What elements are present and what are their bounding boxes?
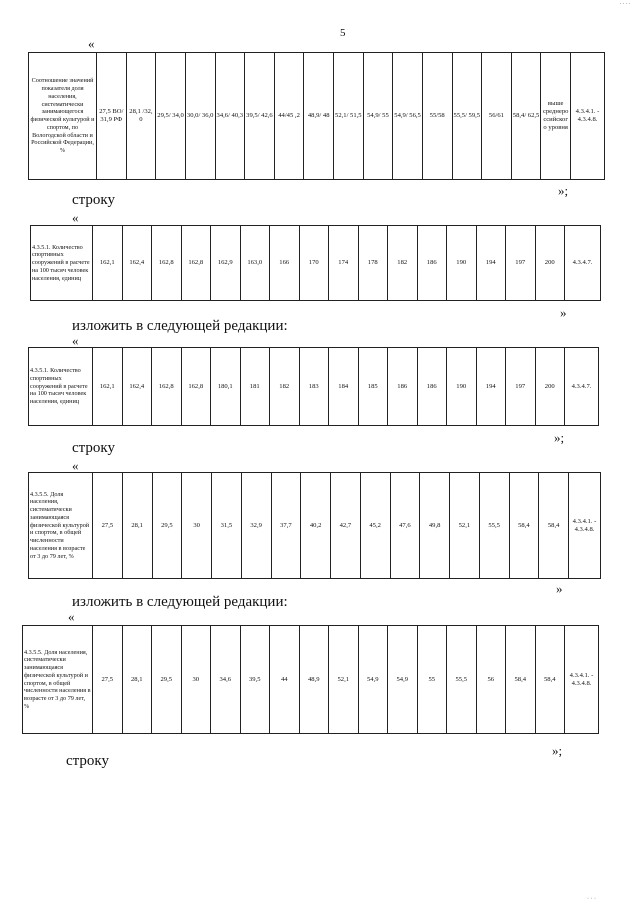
value-cell: 52,1 — [329, 626, 359, 734]
value-cell: 190 — [447, 226, 477, 301]
value-cell: 29,5/ 34,0 — [156, 53, 186, 180]
value-cell: 183 — [299, 348, 329, 426]
value-cell: 34,6/ 40,3 — [215, 53, 245, 180]
value-cell: 27,5 — [93, 473, 123, 579]
value-cell: 48,9 — [299, 626, 329, 734]
value-cell: 52,1/ 51,5 — [334, 53, 364, 180]
edit-phrase-1: изложить в следующей редакции: — [72, 318, 288, 334]
value-cell: 29,5 — [152, 626, 182, 734]
corner-mark: . . . . — [619, 0, 630, 6]
value-cell: 56 — [476, 626, 506, 734]
value-cell: 197 — [506, 348, 536, 426]
footer-mark: · · · — [587, 896, 596, 902]
value-cell: 58,4 — [535, 626, 565, 734]
value-cell: 162,8 — [152, 348, 182, 426]
value-cell: 55,5 — [479, 473, 509, 579]
table-5 — [22, 625, 599, 734]
value-cell: 162,9 — [211, 226, 241, 301]
row-word-1: строку — [72, 192, 115, 208]
value-cell: 48,9/ 48 — [304, 53, 334, 180]
value-cell: 200 — [535, 348, 565, 426]
table-1 — [28, 52, 605, 180]
value-cell: 27,5 — [93, 626, 123, 734]
value-cell: 162,1 — [93, 226, 123, 301]
value-cell: 49,8 — [420, 473, 450, 579]
open-quote-4: « — [72, 458, 79, 473]
value-cell: выше среднероссийского уровня — [541, 53, 571, 180]
value-cell: 55/58 — [422, 53, 452, 180]
indicator-label: 4.3.5.5. Доля населения, систематически занимающаяся физической культурой и спортом, в общей численности населения в возрасте от 3 до 79 лет, % — [29, 473, 93, 579]
value-cell: 55,5 — [447, 626, 477, 734]
table-row — [29, 473, 601, 579]
value-cell: 181 — [240, 348, 270, 426]
reference-cell: 4.3.4.1. - 4.3.4.8. — [571, 53, 605, 180]
close-quote-2: » — [560, 305, 567, 320]
indicator-label: Соотношение значений показателя доля населения, систематически занимающегося физической культурой и спортом, по Вологодской области и Российской Федерации, % — [29, 53, 97, 180]
close-quote-5: »; — [552, 743, 563, 758]
value-cell: 30,0/ 36,0 — [185, 53, 215, 180]
row-word-3: строку — [66, 753, 109, 769]
value-cell: 186 — [417, 226, 447, 301]
table-row — [29, 53, 605, 180]
close-quote-3: »; — [554, 430, 565, 445]
table-row — [23, 626, 599, 734]
value-cell: 45,2 — [360, 473, 390, 579]
value-cell: 52,1 — [450, 473, 480, 579]
value-cell: 42,7 — [331, 473, 361, 579]
value-cell: 58,4/ 62,5 — [511, 53, 541, 180]
value-cell: 200 — [535, 226, 565, 301]
value-cell: 28,1 — [122, 626, 152, 734]
value-cell: 54,9 — [358, 626, 388, 734]
value-cell: 54,9/ 55 — [363, 53, 393, 180]
close-quote-4: » — [556, 581, 563, 596]
open-quote-2: « — [72, 210, 79, 225]
close-quote-1: »; — [558, 183, 569, 198]
value-cell: 174 — [329, 226, 359, 301]
value-cell: 37,7 — [271, 473, 301, 579]
value-cell: 30 — [181, 626, 211, 734]
value-cell: 170 — [299, 226, 329, 301]
value-cell: 47,6 — [390, 473, 420, 579]
reference-cell: 4.3.4.1. - 4.3.4.8. — [569, 473, 601, 579]
reference-cell: 4.3.4.7. — [565, 348, 599, 426]
value-cell: 54,9/ 56,5 — [393, 53, 423, 180]
value-cell: 162,8 — [181, 226, 211, 301]
page-number: 5 — [340, 27, 346, 39]
value-cell: 39,5 — [240, 626, 270, 734]
value-cell: 58,4 — [506, 626, 536, 734]
open-quote-5: « — [68, 609, 75, 624]
value-cell: 185 — [358, 348, 388, 426]
table-4 — [28, 472, 601, 579]
indicator-label: 4.3.5.5. Доля населения, систематически занимающаяся физической культурой и спортом, в общей численности населения в возрасте от 3 до 79 лет, % — [23, 626, 93, 734]
value-cell: 56/61 — [482, 53, 512, 180]
value-cell: 186 — [388, 348, 418, 426]
reference-cell: 4.3.4.1. - 4.3.4.8. — [565, 626, 599, 734]
value-cell: 55,5/ 59,5 — [452, 53, 482, 180]
value-cell: 162,8 — [181, 348, 211, 426]
value-cell: 166 — [270, 226, 300, 301]
table-2 — [30, 225, 601, 301]
value-cell: 197 — [506, 226, 536, 301]
value-cell: 162,4 — [122, 348, 152, 426]
value-cell: 34,6 — [211, 626, 241, 734]
value-cell: 27,5 ВО/ 31,9 РФ — [97, 53, 127, 180]
value-cell: 58,4 — [509, 473, 539, 579]
value-cell: 28,1 /32, 0 — [126, 53, 156, 180]
value-cell: 29,5 — [152, 473, 182, 579]
edit-phrase-2: изложить в следующей редакции: — [72, 594, 288, 610]
value-cell: 194 — [476, 348, 506, 426]
value-cell: 55 — [417, 626, 447, 734]
indicator-label: 4.3.5.1. Количество спортивных сооружений в расчете на 100 тысяч человек населения, единиц — [31, 226, 93, 301]
value-cell: 28,1 — [122, 473, 152, 579]
value-cell: 190 — [447, 348, 477, 426]
open-quote-1: « — [88, 36, 95, 51]
value-cell: 182 — [388, 226, 418, 301]
value-cell: 54,9 — [388, 626, 418, 734]
value-cell: 194 — [476, 226, 506, 301]
reference-cell: 4.3.4.7. — [565, 226, 601, 301]
value-cell: 44 — [270, 626, 300, 734]
table-3 — [28, 347, 599, 426]
table-row — [29, 348, 599, 426]
value-cell: 180,1 — [211, 348, 241, 426]
value-cell: 58,4 — [539, 473, 569, 579]
value-cell: 178 — [358, 226, 388, 301]
value-cell: 163,0 — [240, 226, 270, 301]
value-cell: 184 — [329, 348, 359, 426]
value-cell: 40,2 — [301, 473, 331, 579]
value-cell: 30 — [182, 473, 212, 579]
open-quote-3: « — [72, 333, 79, 348]
value-cell: 162,8 — [152, 226, 182, 301]
value-cell: 162,4 — [122, 226, 152, 301]
value-cell: 44/45 ,2 — [274, 53, 304, 180]
value-cell: 39,5/ 42,6 — [245, 53, 275, 180]
value-cell: 182 — [270, 348, 300, 426]
table-row — [31, 226, 601, 301]
value-cell: 32,9 — [241, 473, 271, 579]
value-cell: 31,5 — [212, 473, 242, 579]
row-word-2: строку — [72, 440, 115, 456]
value-cell: 186 — [417, 348, 447, 426]
value-cell: 162,1 — [93, 348, 123, 426]
indicator-label: 4.3.5.1. Количество спортивных сооружений в расчете на 100 тысяч человек населения, единиц — [29, 348, 93, 426]
